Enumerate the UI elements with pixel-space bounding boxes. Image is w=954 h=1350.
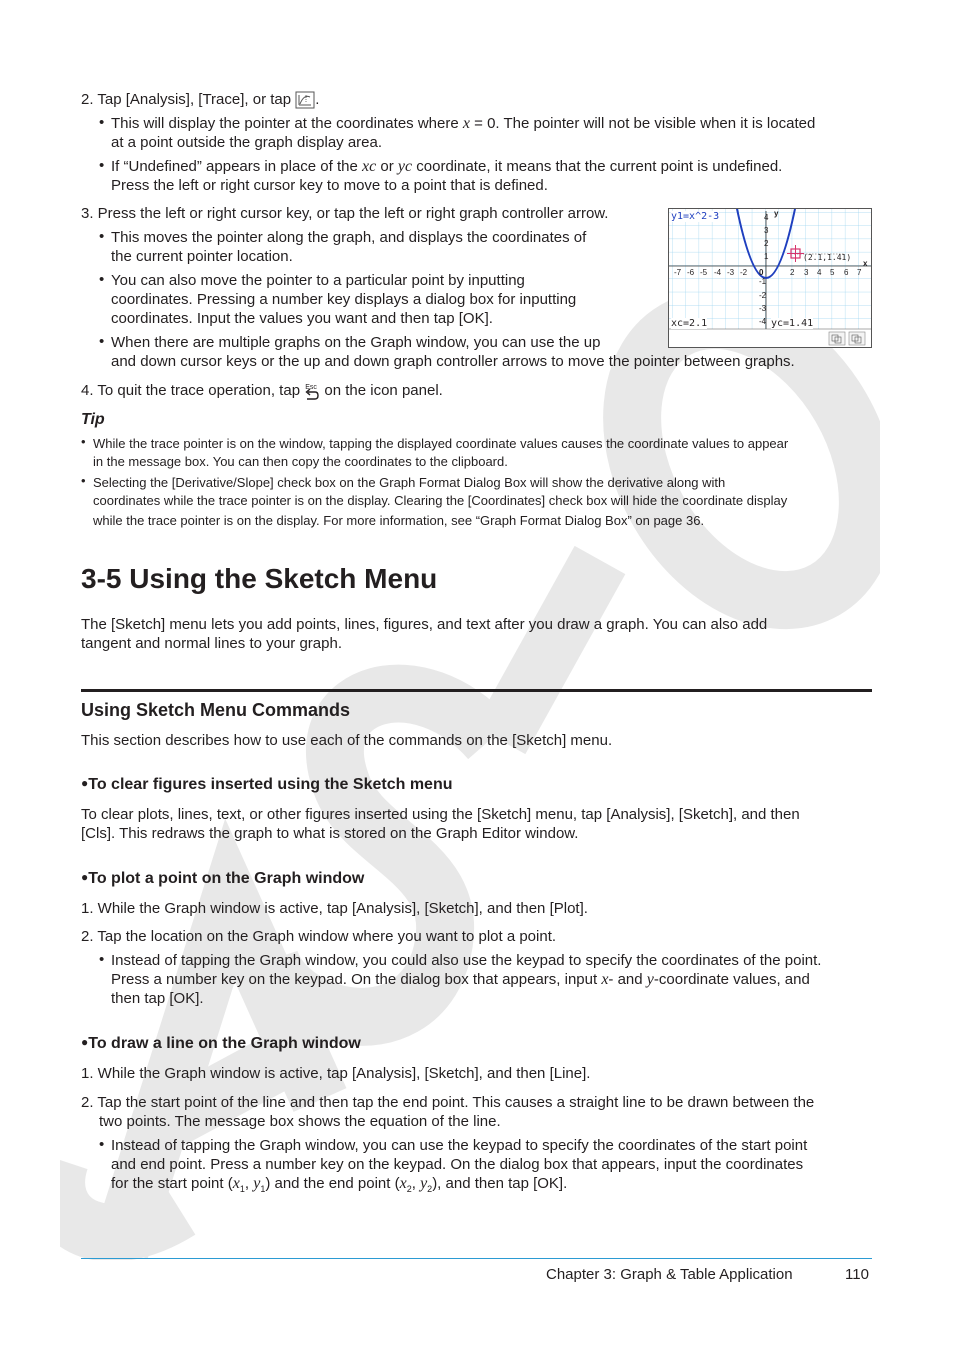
esc-icon[interactable]: Esc (304, 382, 320, 401)
x-tick: 4 (817, 268, 822, 277)
x-tick: 5 (830, 268, 835, 277)
bullet-2-line-1: If “Undefined” appears in place of the xc or yc coordinate, it means that the current point is undefined. (111, 158, 783, 175)
tip-bullet-dot: • (81, 473, 86, 488)
line-step-2-line-2: two points. The message box shows the equation of the line. (99, 1113, 501, 1130)
xc-readout[interactable]: xc=2.1 (671, 318, 708, 329)
bullet-dot: • (99, 157, 105, 174)
tip-bullet-dot: • (81, 434, 86, 449)
clear-line-2: [Cls]. This redraws the graph to what is stored on the Graph Editor window. (81, 825, 579, 842)
y-tick: -1 (759, 277, 767, 286)
y-tick: -4 (759, 317, 767, 326)
bullet-5-line-1: When there are multiple graphs on the Graph window, you can use the up (111, 334, 601, 351)
point-label: (2.1,1.41) (803, 253, 852, 262)
step-2 (81, 90, 319, 109)
tip-2-line-3: while the trace pointer is on the display. For more information, see “Graph Format Dialog Box” on page 36. (93, 513, 705, 528)
step-3: 3. Press the left or right cursor key, or tap the left or right graph controller arrow. (81, 205, 609, 222)
y-tick: -3 (759, 304, 767, 313)
bullet-4-line-3: coordinates. Input the values you want and then tap [OK]. (111, 310, 493, 327)
footer-divider (81, 1258, 872, 1259)
x-tick: -6 (687, 268, 695, 277)
y-tick: 4 (764, 213, 769, 222)
section-intro-line-2: tangent and normal lines to your graph. (81, 635, 342, 652)
yc-readout[interactable]: yc=1.41 (771, 318, 814, 329)
x-tick: -7 (674, 268, 682, 277)
line-step-1: 1. While the Graph window is active, tap [Analysis], [Sketch], and then [Line]. (81, 1065, 591, 1082)
step-2-text: 2. Tap [Analysis], [Trace], or tap (81, 91, 292, 108)
line-step-2-line-1: 2. Tap the start point of the line and then tap the end point. This causes a straight line to be drawn between the (81, 1094, 815, 1111)
subsection-title: Using Sketch Menu Commands (81, 700, 351, 720)
plot-heading: ●To plot a point on the Graph window (81, 870, 365, 887)
footer-chapter: Chapter 3: Graph & Table Application (546, 1266, 793, 1283)
plot-bullet-line-1: Instead of tapping the Graph window, you could also use the keypad to specify the coordinates of the point. (111, 952, 822, 969)
line-heading: ●To draw a line on the Graph window (81, 1035, 361, 1052)
x-tick: 6 (844, 268, 849, 277)
x-tick: -4 (714, 268, 722, 277)
bullet-5-line-2: and down cursor keys or the up and down graph controller arrows to move the pointer between graphs. (111, 353, 795, 370)
bullet-1-line-1: This will display the pointer at the coordinates where x = 0. The pointer will not be visible when it is located (111, 115, 816, 132)
clear-line-1: To clear plots, lines, text, or other figures inserted using the [Sketch] menu, tap [Analysis], [Sketch], and then (81, 806, 800, 823)
plot-step-1: 1. While the Graph window is active, tap [Analysis], [Sketch], and then [Plot]. (81, 900, 588, 917)
step-2-period: . (315, 91, 320, 108)
bullet-dot: • (99, 333, 105, 350)
x-tick: 2 (790, 268, 795, 277)
section-title: 3-5 Using the Sketch Menu (81, 563, 438, 594)
subsection-intro: This section describes how to use each of the commands on the [Sketch] menu. (81, 732, 613, 749)
section-intro-line-1: The [Sketch] menu lets you add points, lines, figures, and text after you draw a graph. You can also add (81, 616, 768, 633)
tip-1-line-1: While the trace pointer is on the window, tapping the displayed coordinate values causes the coordinate values to appear (93, 436, 789, 451)
trace-icon[interactable] (295, 91, 315, 109)
plot-step-2: 2. Tap the location on the Graph window where you want to plot a point. (81, 928, 557, 945)
tip-heading: Tip (81, 411, 105, 428)
tip-2-line-1: Selecting the [Derivative/Slope] check box on the Graph Format Dialog Box will show the derivative along with (93, 475, 726, 490)
bullet-2-line-2: Press the left or right cursor key to move to a point that is defined. (111, 177, 548, 194)
bullet-dot: • (99, 228, 105, 245)
x-tick: -3 (727, 268, 735, 277)
bullet-3-line-1: This moves the pointer along the graph, and displays the coordinates of (111, 229, 587, 246)
x-tick: -2 (740, 268, 748, 277)
bullet-dot: • (99, 114, 105, 131)
line-bullet-line-2: and end point. Press a number key on the keypad. On the dialog box that appears, input the coordinates (111, 1156, 804, 1173)
tip-2-line-2: coordinates while the trace pointer is on the display. Clearing the [Coordinates] check box will hide the coordinate display (93, 493, 788, 508)
y-axis-label: y (774, 209, 779, 218)
step-4: 4. To quit the trace operation, tap Esc on the icon panel. (81, 382, 443, 399)
plot-bullet-line-3: then tap [OK]. (111, 990, 204, 1007)
line-bullet-line-3: for the start point ($x_1$, $y_1$) and the end point ($x_2$, $y_2$), and then tap [OK]. (111, 1175, 568, 1194)
y-tick: 2 (764, 239, 769, 248)
bullet-dot: • (99, 951, 105, 968)
x-tick: -5 (700, 268, 708, 277)
line-bullet-line-1: Instead of tapping the Graph window, you can use the keypad to specify the coordinates of the start point (111, 1137, 808, 1154)
bullet-4-line-2: coordinates. Pressing a number key displays a dialog box for inputting (111, 291, 577, 308)
origin-label: 0 (759, 268, 764, 277)
x-tick: 3 (804, 268, 809, 277)
function-label: y1=x^2-3 (671, 211, 720, 222)
y-tick: -2 (759, 291, 767, 300)
x-tick: 7 (857, 268, 862, 277)
plot-bullet-line-2: Press a number key on the keypad. On the dialog box that appears, input x- and y-coordinate values, and (111, 971, 810, 988)
page-number: 110 (845, 1266, 869, 1283)
bullet-dot: • (99, 271, 105, 288)
tip-1-line-2: in the message box. You can then copy the coordinates to the clipboard. (93, 454, 508, 469)
bullet-4-line-1: You can also move the pointer to a particular point by inputting (111, 272, 525, 289)
section-divider (81, 689, 872, 692)
graph-window-screenshot (668, 208, 872, 348)
bullet-3-line-2: the current pointer location. (111, 248, 293, 265)
y-tick: 3 (764, 226, 769, 235)
x-axis-label: x (863, 259, 868, 268)
bullet-1-line-2: at a point outside the graph display area. (111, 134, 383, 151)
y-tick: 1 (764, 252, 769, 261)
bullet-dot: • (99, 1136, 105, 1153)
clear-heading: ●To clear figures inserted using the Sketch menu (81, 776, 453, 793)
